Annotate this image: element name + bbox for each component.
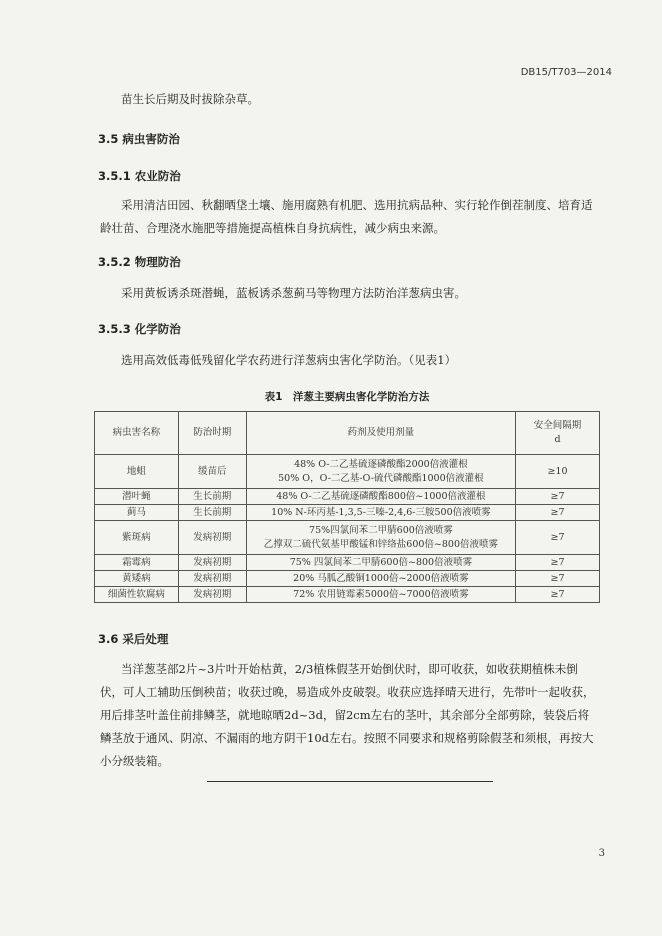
agent-line: 48% O-二乙基硫逐磷酸酯2000倍液灌根 bbox=[294, 458, 468, 470]
agent-line: 50% O，O-二乙基-O-硫代磷酸酯1000倍液灌根 bbox=[278, 472, 484, 484]
cell-agent: 20% 马胍乙酸铜1000倍~2000倍液喷雾 bbox=[246, 571, 515, 587]
cell-pest: 霜霉病 bbox=[95, 555, 179, 571]
pest-control-table bbox=[94, 411, 600, 603]
cell-pest: 细菌性软腐病 bbox=[95, 587, 179, 603]
cell-agent: 72% 农用链霉素5000倍~7000倍液喷雾 bbox=[246, 587, 515, 603]
table-row bbox=[95, 555, 600, 571]
page-number: 3 bbox=[598, 848, 605, 859]
cell-period: 发病初期 bbox=[178, 555, 246, 571]
header-period: 防治时期 bbox=[178, 412, 246, 455]
cell-interval: ≥7 bbox=[516, 587, 600, 603]
heading-3-5: 3.5 病虫害防治 bbox=[98, 132, 180, 146]
cell-pest: 紫斑病 bbox=[95, 521, 179, 555]
paragraph-post-harvest: 当洋葱茎部2片~3片叶开始枯黄，2/3植株假茎开始倒伏时，即可收获，如收获期植株未倒伏，可人工辅助压倒秧苗；收获过晚，易造成外皮破裂。收获应选择晴天进行，先带叶一起收获，用后排茎叶盖住前排鳞茎，就地晾晒2d~3d，留2cm左右的茎叶，其余部分全部剪除，装袋后将鳞茎放于通风、阴凉、不漏雨的地方阴干10d左右。按照不同要求和规格剪除假茎和须根，再按大小分级装箱。 bbox=[100, 662, 595, 768]
cell-agent bbox=[246, 455, 515, 489]
cell-interval: ≥7 bbox=[516, 489, 600, 505]
cell-agent bbox=[246, 521, 515, 555]
end-rule bbox=[207, 781, 493, 782]
table-caption: 表1 洋葱主要病虫害化学防治方法 bbox=[264, 391, 430, 403]
cell-period: 发病初期 bbox=[178, 571, 246, 587]
cell-period: 发病初期 bbox=[178, 587, 246, 603]
cell-agent: 75% 四氯间苯二甲腈600倍~800倍液喷雾 bbox=[246, 555, 515, 571]
cell-interval: ≥7 bbox=[516, 571, 600, 587]
paragraph-chemical-control: 选用高效低毒低残留化学农药进行洋葱病虫害化学防治。（见表1） bbox=[121, 353, 457, 367]
paragraph-weeding: 苗生长后期及时拔除杂草。 bbox=[121, 92, 259, 106]
header-interval bbox=[516, 412, 600, 455]
cell-agent: 48% O-二乙基硫逐磷酸酯800倍~1000倍液灌根 bbox=[246, 489, 515, 505]
header-pest: 病虫害名称 bbox=[95, 412, 179, 455]
cell-pest: 潜叶蝇 bbox=[95, 489, 179, 505]
table-row bbox=[95, 521, 600, 555]
header-agent: 药剂及使用剂量 bbox=[246, 412, 515, 455]
agent-line: 75%四氯间苯二甲腈600倍液喷雾 bbox=[309, 524, 453, 536]
header-interval-unit: d bbox=[554, 434, 561, 445]
table-row bbox=[95, 587, 600, 603]
cell-pest: 黄矮病 bbox=[95, 571, 179, 587]
heading-3-5-1: 3.5.1 农业防治 bbox=[98, 169, 181, 183]
cell-pest: 地蛆 bbox=[95, 455, 179, 489]
header-interval-label: 安全间隔期 bbox=[533, 420, 582, 431]
cell-agent: 10% N-环丙基-1,3,5-三嗪-2,4,6-三胺500倍液喷雾 bbox=[246, 505, 515, 521]
cell-interval: ≥7 bbox=[516, 555, 600, 571]
table-row bbox=[95, 455, 600, 489]
table-header-row bbox=[95, 412, 600, 455]
table-row bbox=[95, 571, 600, 587]
heading-3-5-2: 3.5.2 物理防治 bbox=[98, 255, 181, 269]
heading-3-6: 3.6 采后处理 bbox=[98, 632, 169, 646]
heading-3-5-3: 3.5.3 化学防治 bbox=[98, 322, 181, 336]
cell-period: 生长前期 bbox=[178, 489, 246, 505]
table-row bbox=[95, 505, 600, 521]
paragraph-agricultural-control: 采用清洁田园、秋翻晒垡土壤、施用腐熟有机肥、选用抗病品种、实行轮作倒茬制度、培育适龄壮苗、合理浇水施肥等措施提高植株自身抗病性，减少病虫来源。 bbox=[100, 198, 593, 235]
cell-pest: 蓟马 bbox=[95, 505, 179, 521]
standard-code: DB15/T703—2014 bbox=[520, 67, 612, 78]
cell-interval: ≥7 bbox=[516, 521, 600, 555]
cell-interval: ≥7 bbox=[516, 505, 600, 521]
cell-interval: ≥10 bbox=[516, 455, 600, 489]
cell-period: 缓苗后 bbox=[178, 455, 246, 489]
cell-period: 生长前期 bbox=[178, 505, 246, 521]
paragraph-physical-control: 采用黄板诱杀斑潜蝇，蓝板诱杀葱蓟马等物理方法防治洋葱病虫害。 bbox=[121, 286, 466, 300]
table-row bbox=[95, 489, 600, 505]
cell-period: 发病初期 bbox=[178, 521, 246, 555]
agent-line: 乙撑双二硫代氨基甲酸锰和锌络盐600倍~800倍液喷雾 bbox=[263, 538, 499, 550]
